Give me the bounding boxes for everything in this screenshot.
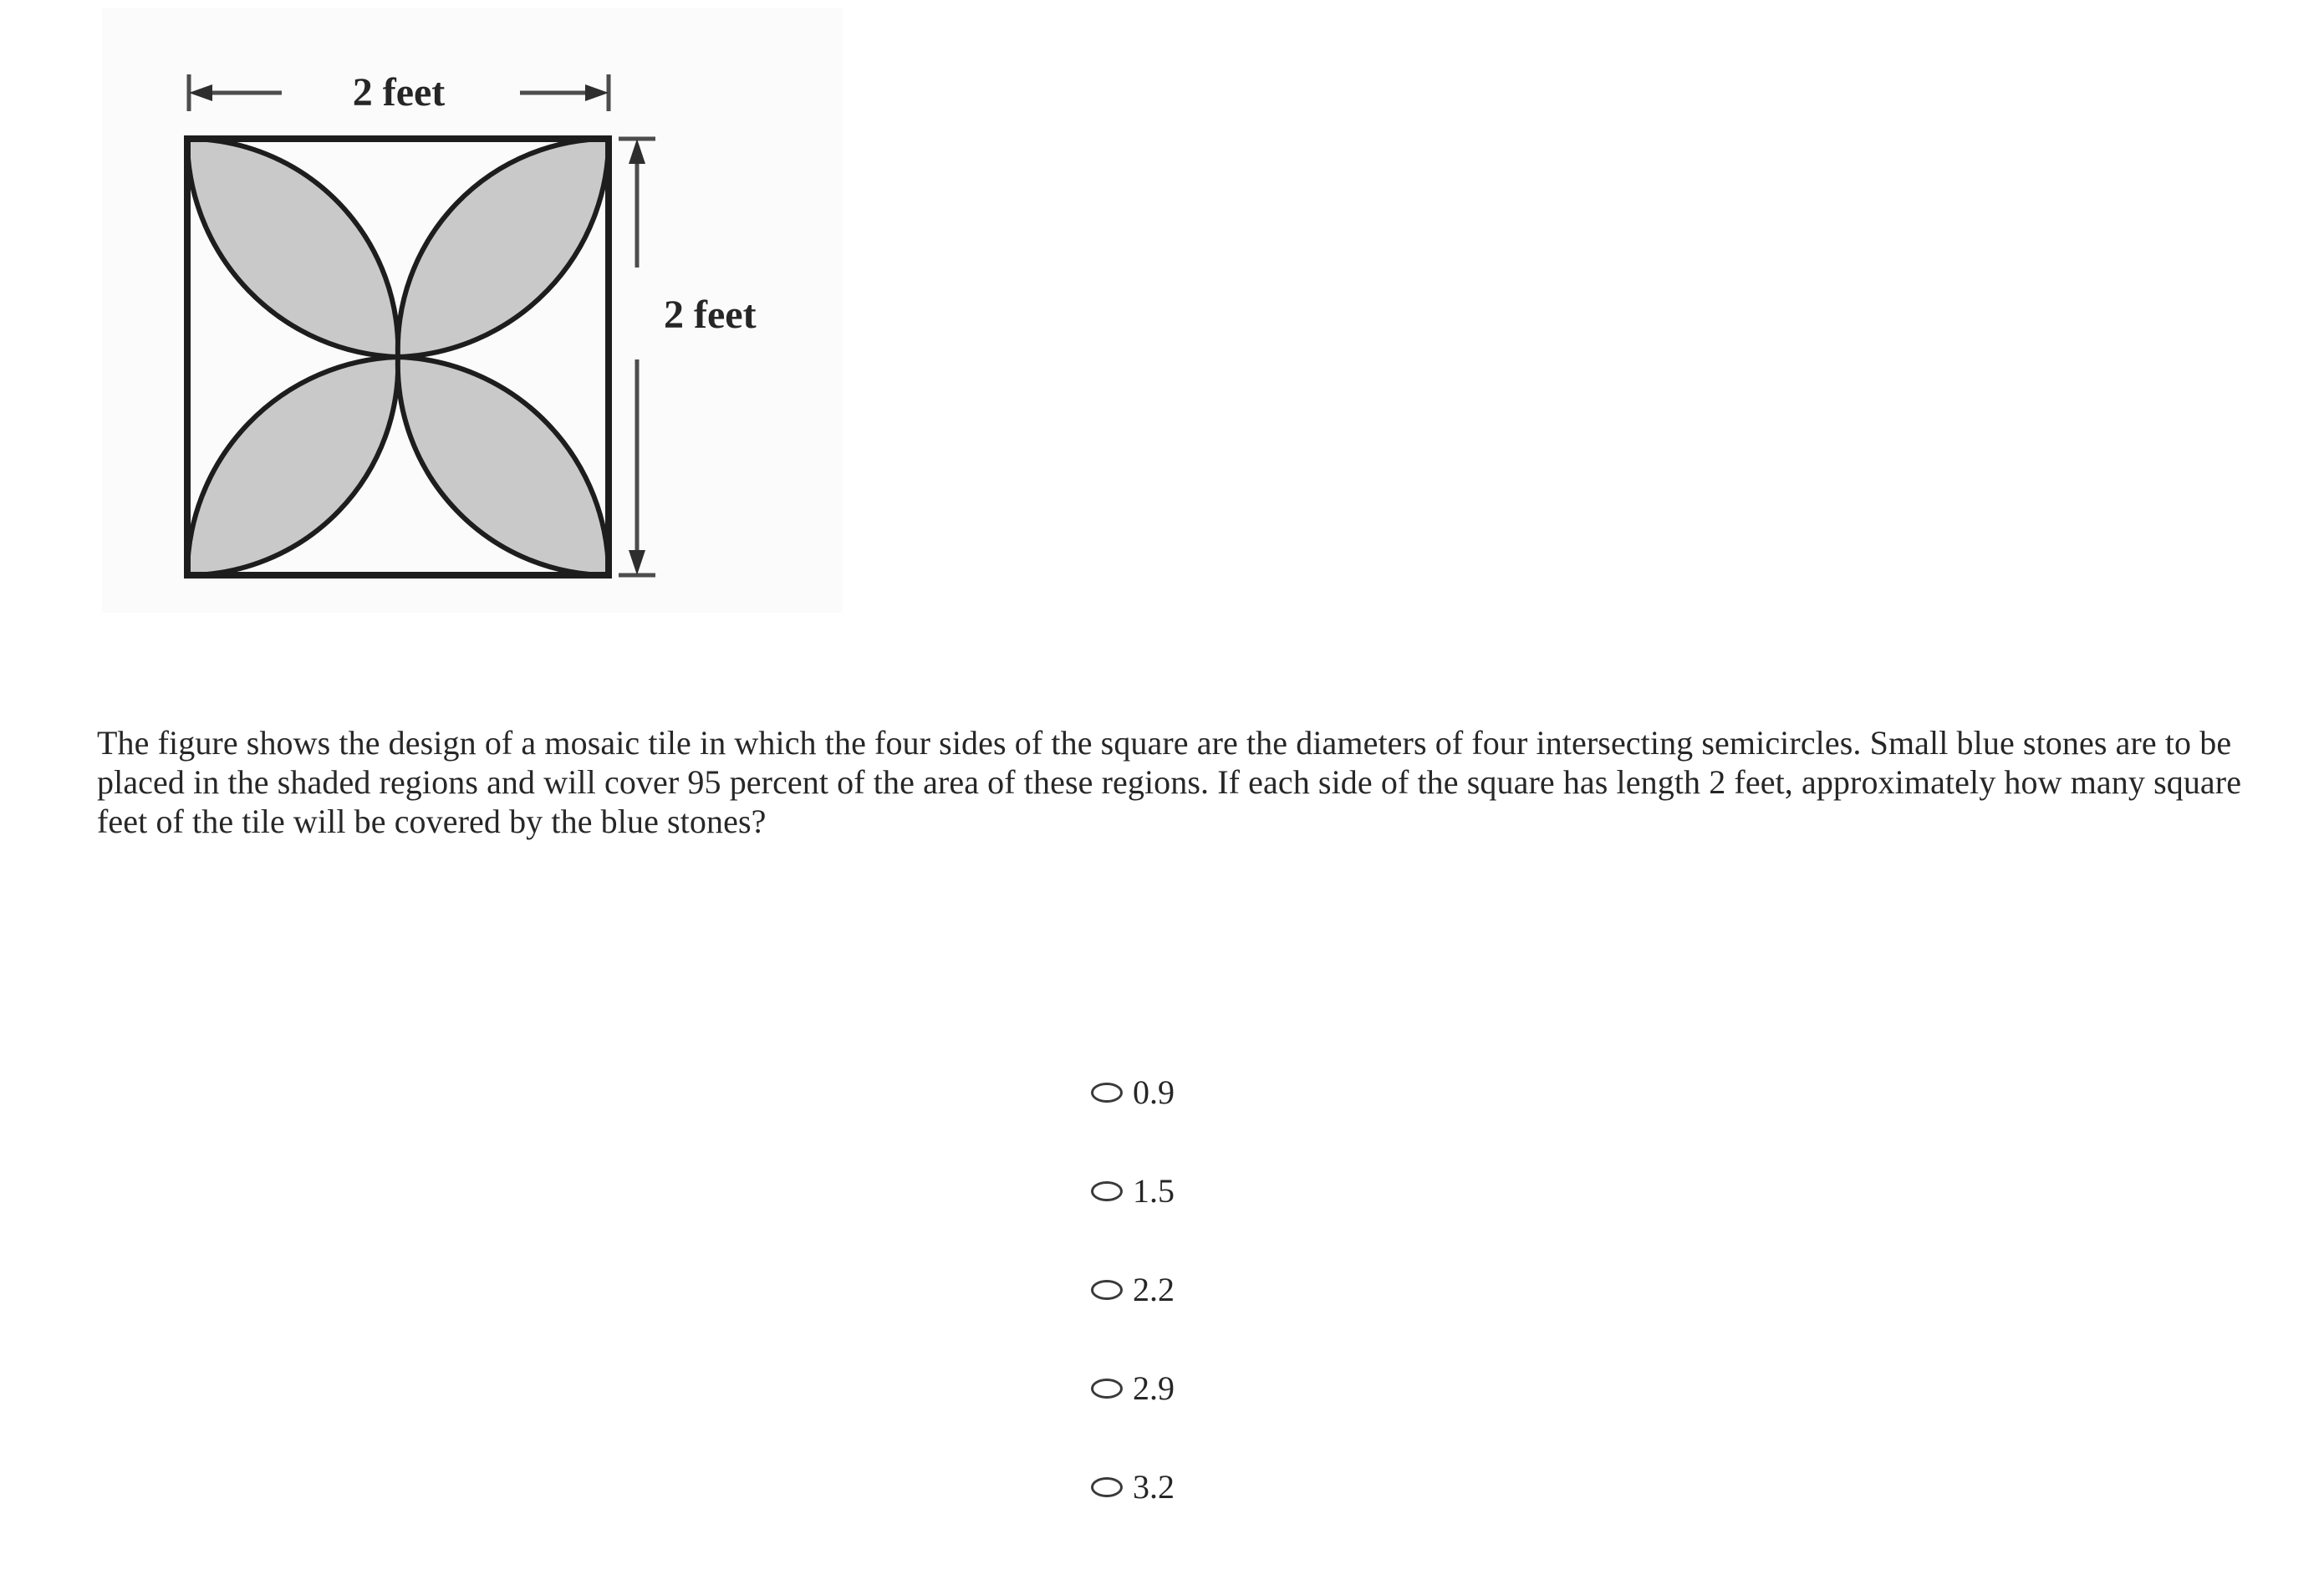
mosaic-tile-figure: [102, 8, 843, 613]
figure-panel: [102, 8, 843, 613]
answer-option-label: 0.9: [1133, 1073, 1175, 1111]
answer-option-2[interactable]: [1091, 1241, 1676, 1339]
answer-option-label: 2.2: [1133, 1271, 1175, 1308]
answer-option-label: 1.5: [1133, 1172, 1175, 1210]
radio-button-icon[interactable]: [1091, 1181, 1123, 1201]
answer-option-4[interactable]: [1091, 1438, 1676, 1537]
answer-option-0[interactable]: [1091, 1043, 1676, 1142]
radio-button-icon[interactable]: [1091, 1280, 1123, 1300]
answer-option-label: 2.9: [1133, 1369, 1175, 1407]
radio-button-icon[interactable]: [1091, 1379, 1123, 1399]
answer-options-list: [1091, 1043, 1676, 1537]
top-dimension-label: 2 feet: [352, 70, 446, 115]
question-paragraph: The figure shows the design of a mosaic tile in which the four sides of the square are the diameters of four intersecting semicircles. Small blue stones are to be placed in the shaded regions and will cover 95 percent of the area of these regions. If each side of the square has length 2 feet, approximately how many square feet of the tile will be covered by the blue stones?: [97, 724, 2250, 840]
radio-button-icon[interactable]: [1091, 1477, 1123, 1497]
right-dimension-label: 2 feet: [664, 293, 757, 337]
radio-button-icon[interactable]: [1091, 1083, 1123, 1103]
answer-option-label: 3.2: [1133, 1468, 1175, 1506]
answer-option-3[interactable]: [1091, 1339, 1676, 1438]
answer-option-1[interactable]: [1091, 1142, 1676, 1241]
